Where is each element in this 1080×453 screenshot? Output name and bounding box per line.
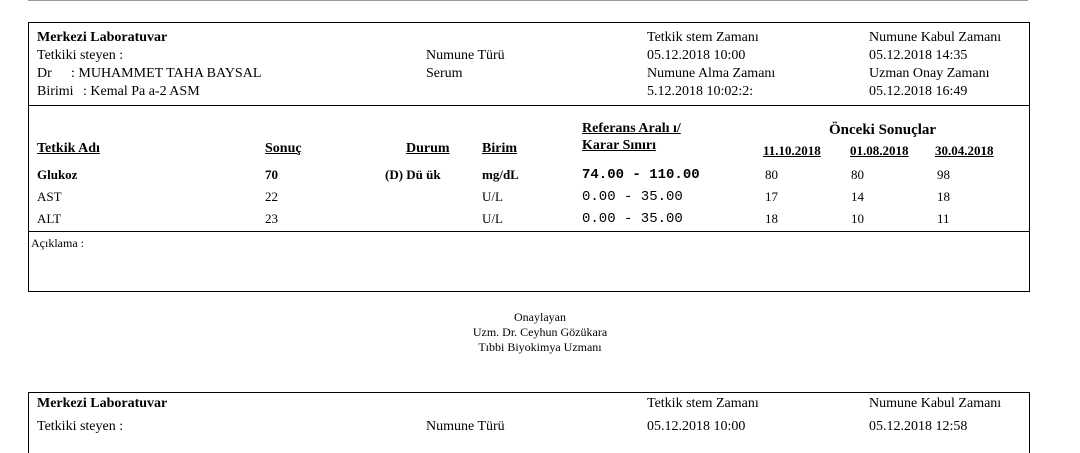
request-time-value: 05.12.2018 10:00 — [647, 48, 746, 63]
sample-type-label: Numune Türü — [426, 48, 505, 63]
requester-label: Tetkiki steyen : — [37, 419, 124, 434]
accept-time-label: Numune Kabul Zamanı — [869, 30, 1002, 45]
col-prev-date-1: 11.10.2018 — [763, 143, 821, 158]
approval-label: Onaylayan — [514, 310, 566, 324]
row-unit: U/L — [482, 211, 503, 226]
lab-name: Merkezi Laboratuvar — [37, 30, 168, 45]
row-prev-3: 18 — [937, 189, 950, 204]
row-prev-3: 98 — [937, 167, 950, 182]
accept-time-value: 05.12.2018 12:58 — [869, 419, 968, 434]
approval-time-label: Uzman Onay Zamanı — [869, 66, 990, 81]
approval-time-value: 05.12.2018 16:49 — [869, 84, 968, 99]
row-reference: 0.00 - 35.00 — [582, 211, 683, 227]
lab-name: Merkezi Laboratuvar — [37, 396, 168, 411]
row-prev-2: 14 — [851, 189, 864, 204]
row-prev-1: 18 — [765, 211, 778, 226]
lab-report-block — [28, 22, 1030, 292]
row-unit: mg/dL — [482, 167, 519, 182]
col-result: Sonuç — [265, 141, 302, 156]
approver-title: Tıbbi Biyokimya Uzmanı — [478, 340, 602, 354]
row-status: (D) Dü ük — [385, 167, 441, 182]
row-test-name: Glukoz — [37, 167, 78, 182]
accept-time-label: Numune Kabul Zamanı — [869, 396, 1002, 411]
note-separator — [29, 231, 1029, 232]
note-label: Açıklama : — [31, 236, 84, 250]
row-result: 70 — [265, 167, 278, 182]
request-time-label: Tetkik stem Zamanı — [647, 30, 759, 45]
col-prev-date-3: 30.04.2018 — [935, 143, 994, 158]
doctor-label: Dr — [37, 66, 52, 81]
request-time-label: Tetkik stem Zamanı — [647, 396, 759, 411]
row-test-name: AST — [37, 189, 62, 204]
row-result: 23 — [265, 211, 278, 226]
row-reference: 0.00 - 35.00 — [582, 189, 683, 205]
row-unit: U/L — [482, 189, 503, 204]
row-prev-3: 11 — [937, 211, 950, 226]
doctor-value: : MUHAMMET TAHA BAYSAL — [71, 66, 262, 81]
sample-taken-label: Numune Alma Zamanı — [647, 66, 776, 81]
approval-block — [340, 310, 740, 355]
row-prev-1: 80 — [765, 167, 778, 182]
header-separator — [29, 105, 1029, 106]
row-prev-1: 17 — [765, 189, 778, 204]
col-previous-results: Önceki Sonuçlar — [829, 122, 937, 138]
requester-label: Tetkiki steyen : — [37, 48, 124, 63]
row-reference: 74.00 - 110.00 — [582, 167, 700, 183]
approver-name: Uzm. Dr. Ceyhun Gözükara — [472, 325, 608, 339]
sample-type-value: Serum — [426, 66, 463, 81]
row-prev-2: 10 — [851, 211, 864, 226]
col-test-name: Tetkik Adı — [37, 141, 100, 156]
sample-type-label: Numune Türü — [426, 419, 505, 434]
sample-taken-value: 5.12.2018 10:02:2: — [647, 84, 754, 99]
col-prev-date-2: 01.08.2018 — [850, 143, 909, 158]
row-prev-2: 80 — [851, 167, 864, 182]
accept-time-value: 05.12.2018 14:35 — [869, 48, 968, 63]
top-divider — [28, 0, 1028, 1]
row-test-name: ALT — [37, 211, 62, 226]
request-time-value: 05.12.2018 10:00 — [647, 419, 746, 434]
col-ref-line1: Referans Aralı ı/ — [582, 121, 681, 136]
lab-report-block-2 — [28, 392, 1030, 453]
col-ref-line2: Karar Sınırı — [582, 138, 657, 153]
col-unit: Birim — [482, 141, 517, 156]
row-result: 22 — [265, 189, 278, 204]
unit-label: Birimi — [37, 84, 74, 99]
unit-value: : Kemal Pa a-2 ASM — [83, 84, 200, 99]
col-status: Durum — [406, 141, 450, 156]
